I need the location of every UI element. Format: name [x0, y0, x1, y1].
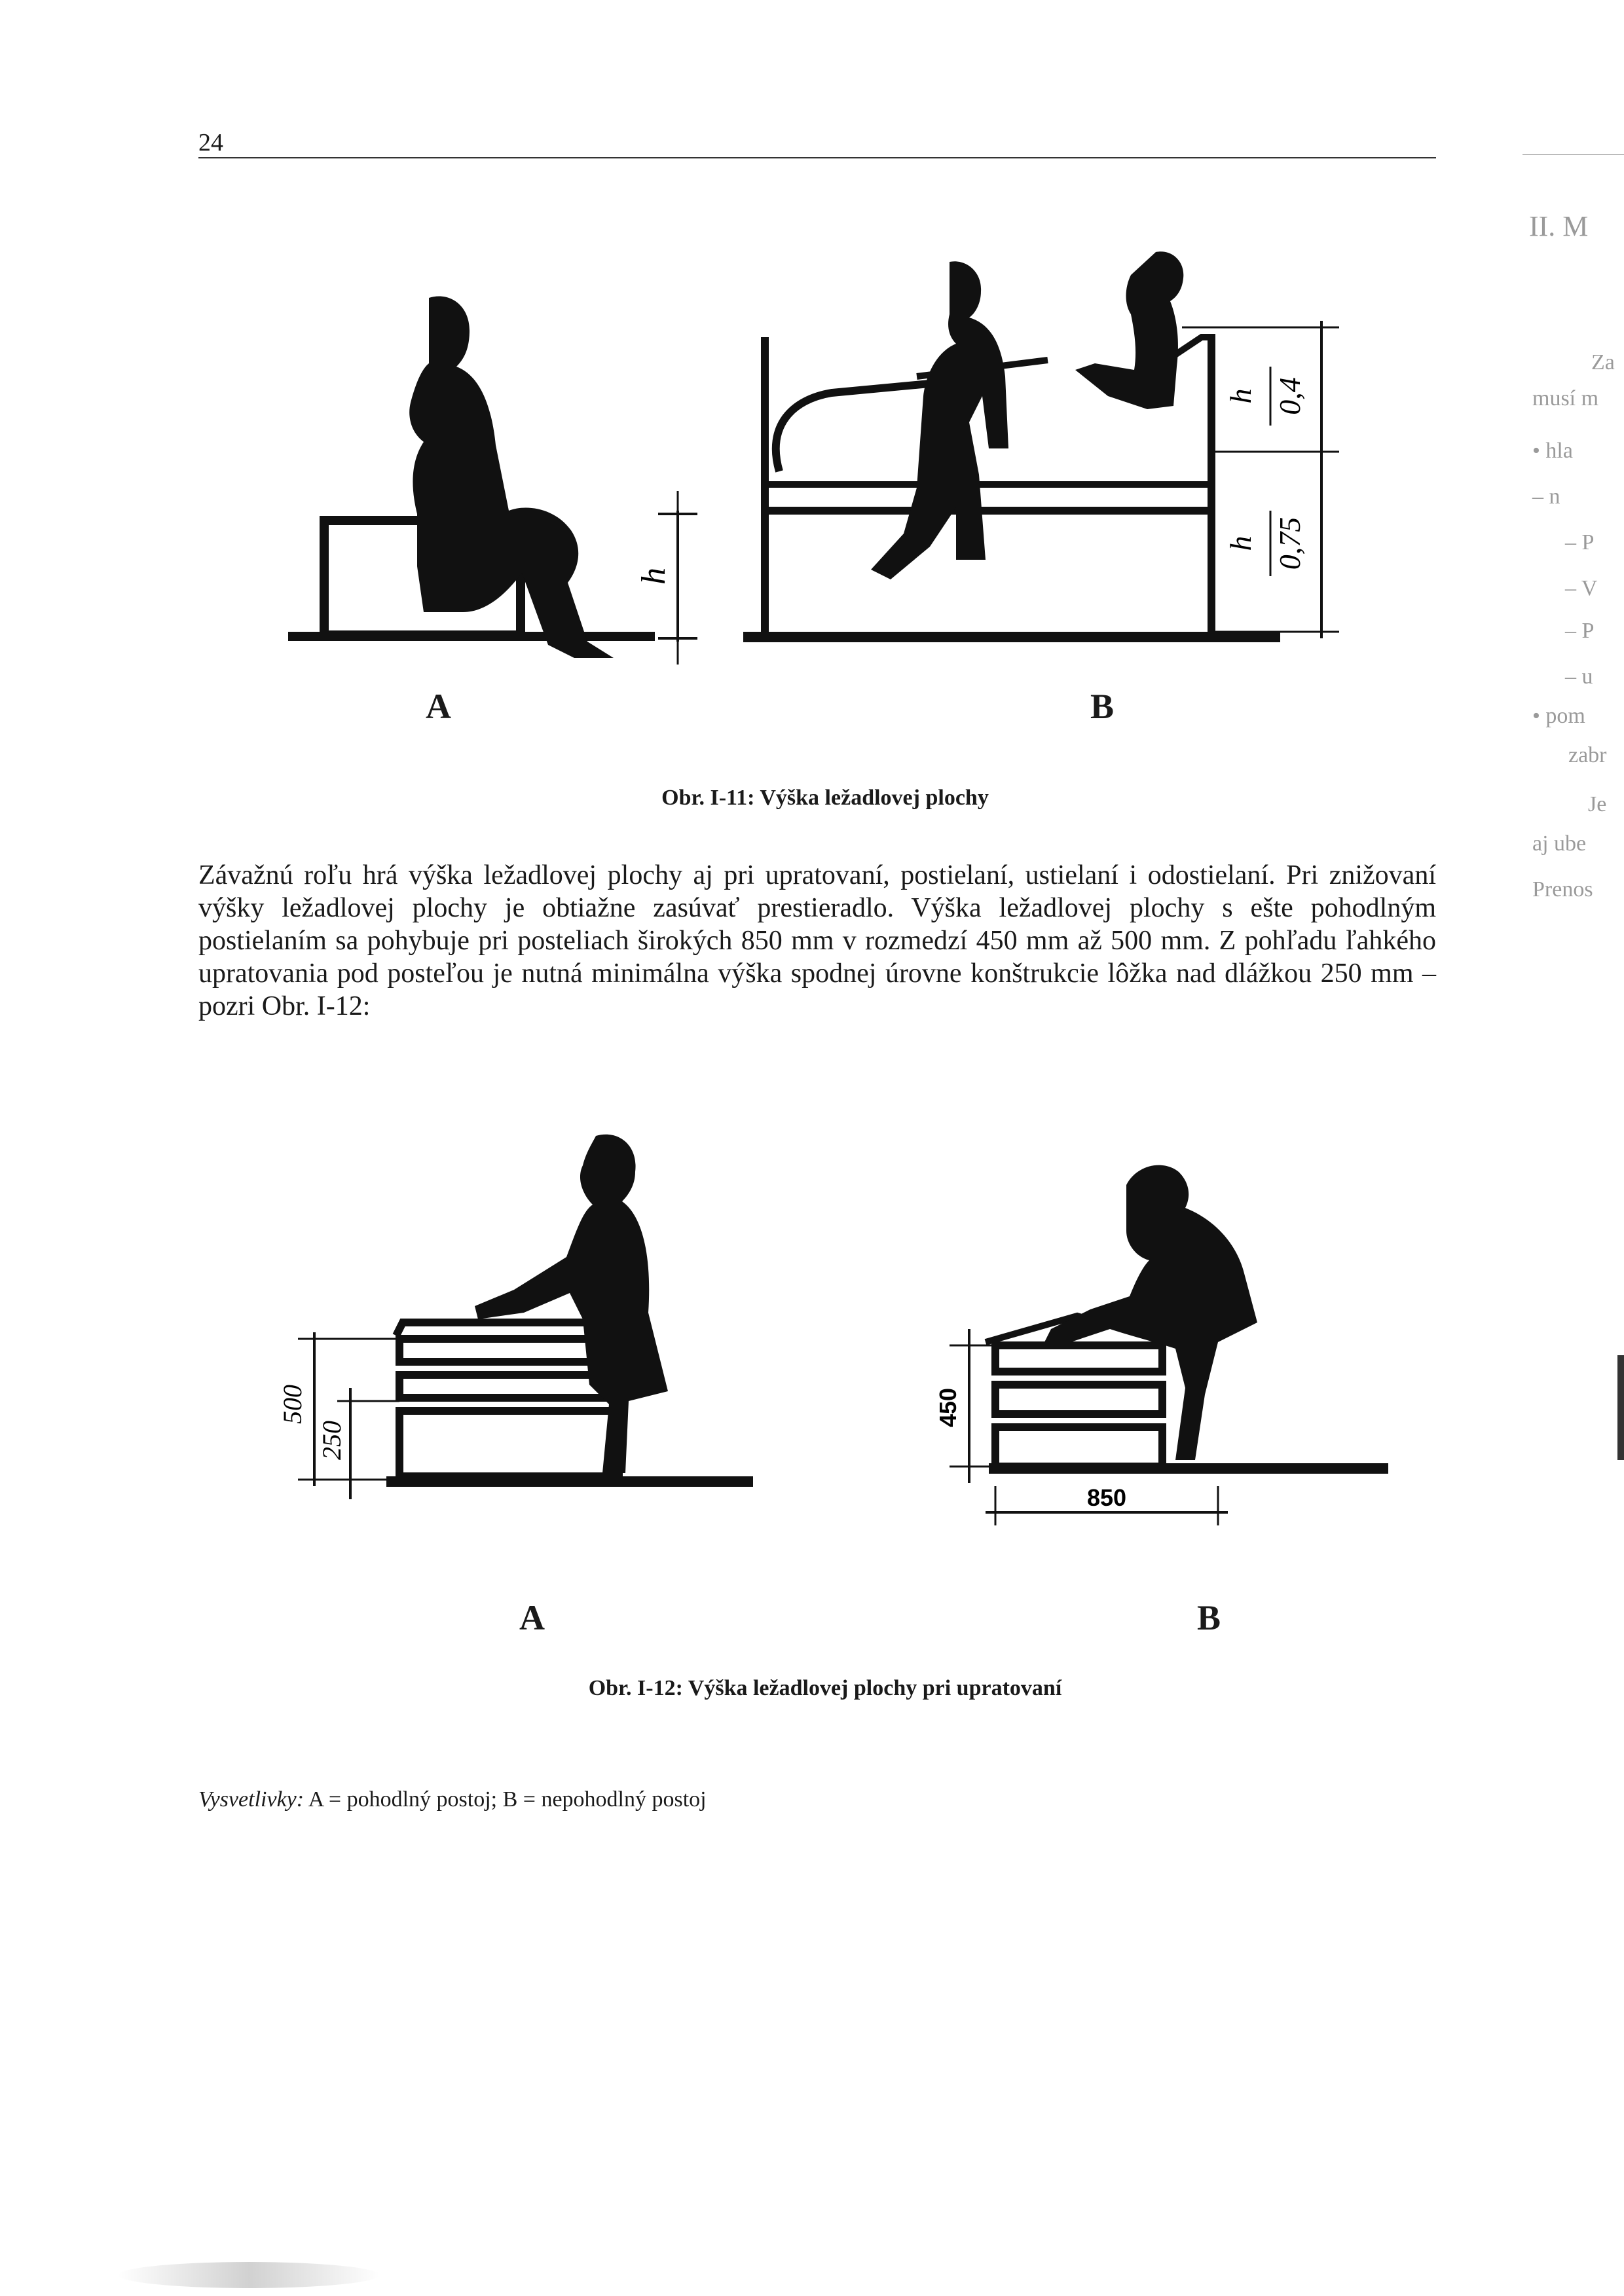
- dim-b-upper-symbol: h: [1224, 388, 1257, 404]
- dim-b-lower-symbol: h: [1224, 536, 1257, 551]
- figure-1-label-b: B: [1090, 687, 1115, 726]
- body-paragraph: Závažnú roľu hrá výška ležadlovej plochy aj pri upratovaní, postielaní, ustielaní i odostielaní. Pri znižovaní výšky ležadlovej plochy je obtiažne zasúvať prestieradlo. Výška ležadlovej plochy s ešte pohodlným postielaním sa pohybuje pri posteliach širokých 850 mm v rozmedzí 450 mm až 500 mm. Z pohľadu ľahkého upratovania pod posteľou je nutná minimálna výška spodnej úrovne konštrukcie lôžka nad dlážkou 250 mm – pozri Obr. I-12:: [198, 860, 1436, 1021]
- scan-shadow: [118, 2262, 380, 2288]
- figure-1-caption: Obr. I-11: Výška ležadlovej plochy: [661, 786, 989, 810]
- facing-page-line: – n: [1532, 484, 1560, 509]
- figure-1-panel-b-drawing: [743, 251, 1339, 642]
- facing-page-line: zabr: [1568, 743, 1607, 767]
- figure-1-label-a: A: [426, 687, 451, 726]
- facing-page-line: – u: [1565, 665, 1593, 689]
- standing-woman-comfortable: [475, 1135, 668, 1473]
- facing-page-line: – P: [1565, 619, 1595, 643]
- dim-b-upper-value: 0,4: [1273, 377, 1306, 415]
- dim-b-lower-value: 0,75: [1273, 517, 1306, 570]
- facing-page-line: • pom: [1532, 704, 1585, 728]
- figure-2-illustration: [275, 1113, 1388, 1597]
- header-rule: [198, 157, 1436, 158]
- facing-page-line: Je: [1588, 792, 1607, 816]
- patient-silhouette: [1075, 251, 1183, 409]
- figure-2-label-b: B: [1197, 1598, 1221, 1637]
- dim-2a-under-label: 250: [317, 1421, 346, 1460]
- dim-2a-total-label: 500: [278, 1385, 307, 1424]
- page-number: 24: [198, 129, 223, 156]
- figure-1-panel-a-drawing: [288, 296, 697, 665]
- figure-2-panel-a-drawing: [278, 1135, 753, 1499]
- legend: [198, 1787, 707, 1812]
- facing-page-heading: II. M: [1529, 210, 1589, 242]
- facing-page-line: musí m: [1532, 386, 1599, 410]
- sitting-woman-silhouette: [871, 261, 1008, 579]
- figure-2-caption: Obr. I-12: Výška ležadlovej plochy pri upratovaní: [588, 1676, 1062, 1700]
- facing-page-line: – P: [1565, 530, 1595, 555]
- figure-2-panel-b-drawing: [934, 1165, 1388, 1525]
- floor-line-b: [743, 632, 1280, 642]
- scan-edge-mark: [1617, 1355, 1624, 1460]
- figure-1-illustration: [262, 236, 1375, 707]
- seated-woman-silhouette: [409, 296, 614, 658]
- figure-2-label-a: A: [519, 1598, 545, 1637]
- dim-a-height-label: h: [635, 568, 673, 585]
- facing-page-line: aj ube: [1532, 831, 1587, 856]
- legend-text: A = pohodlný postoj; B = nepohodlný postoj: [308, 1787, 707, 1812]
- facing-page-line: Za: [1591, 350, 1615, 374]
- side-rule: [1522, 154, 1624, 155]
- dim-2b-height-label: 450: [934, 1387, 961, 1428]
- facing-page-bleed: [1506, 210, 1624, 995]
- facing-page-line: – V: [1565, 576, 1598, 600]
- facing-page-line: • hla: [1532, 439, 1573, 463]
- facing-page-line: Prenos: [1532, 877, 1593, 902]
- dim-2b-width-label: 850: [1086, 1484, 1127, 1511]
- legend-label: Vysvetlivky:: [198, 1787, 304, 1812]
